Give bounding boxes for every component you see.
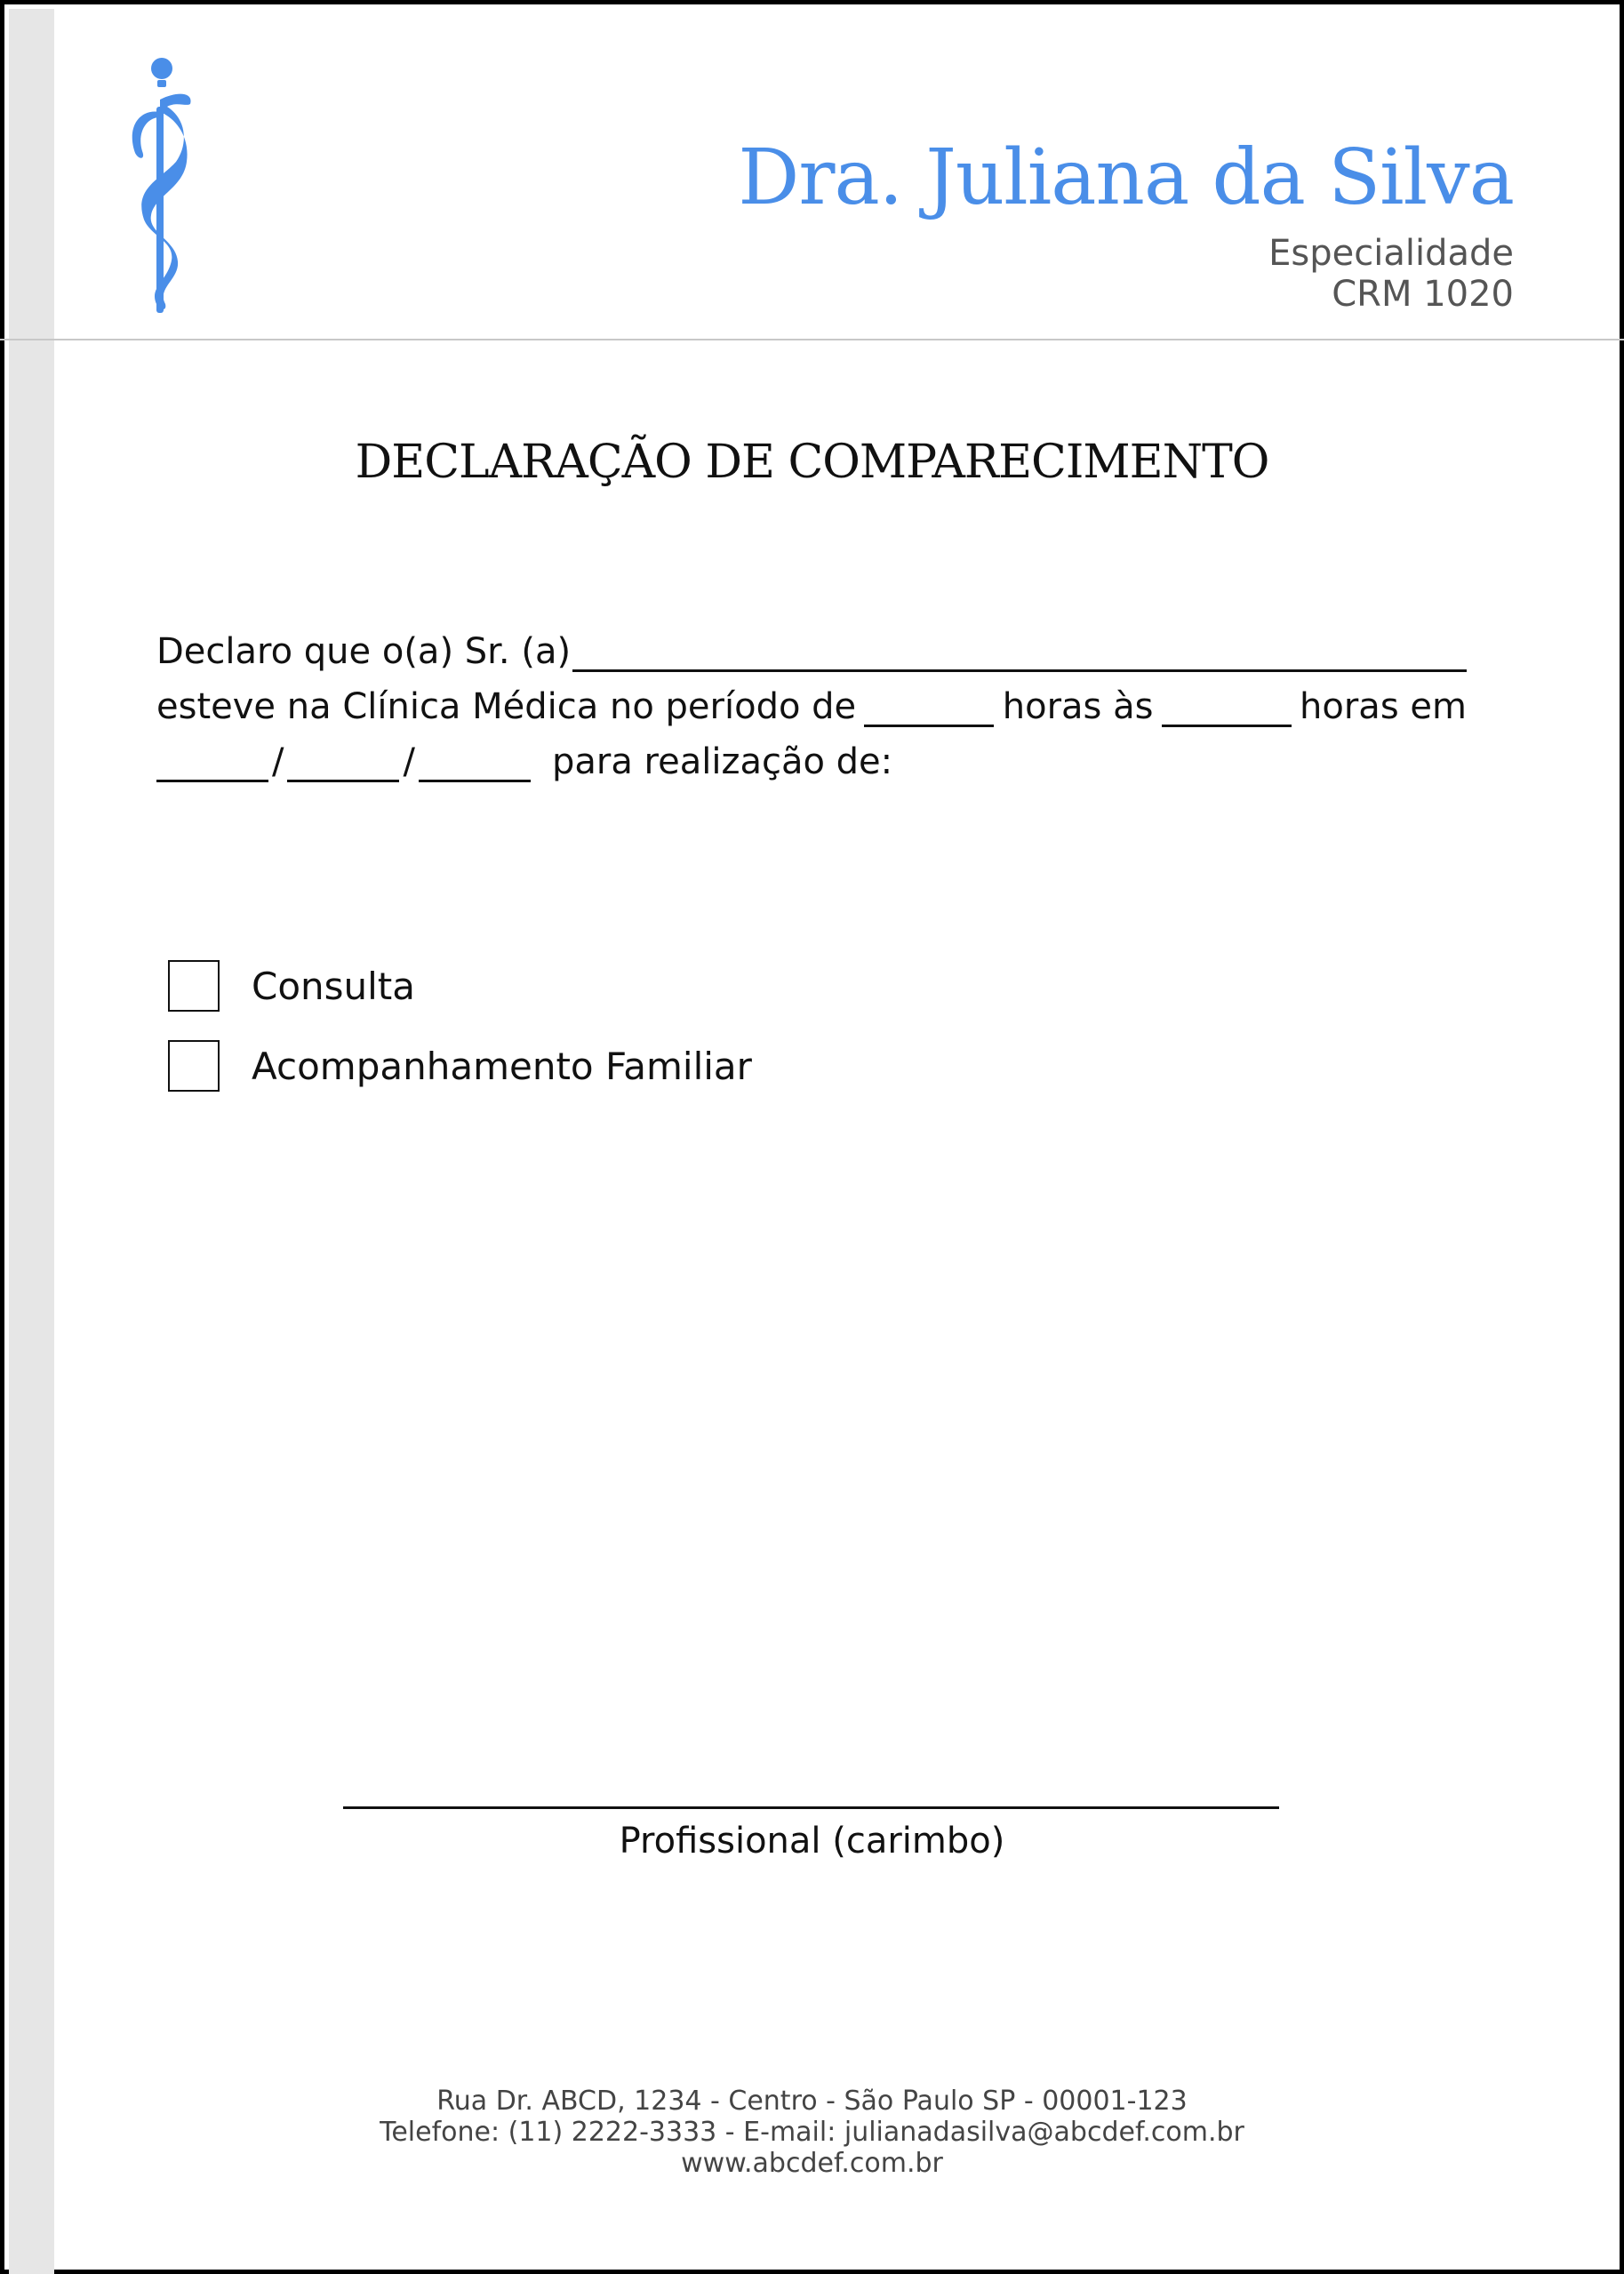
start-hour-blank[interactable] [864,689,994,727]
option-acompanhamento-familiar[interactable] [168,1040,752,1092]
signature-line [343,1806,1279,1809]
doctor-specialty: Especialidade [1268,233,1514,274]
consulta-label: Consulta [252,964,416,1008]
doctor-crm: CRM 1020 [1332,274,1514,315]
declaration-line-3 [156,741,1467,782]
signature-caption: Profissional (carimbo) [619,1821,1005,1862]
period-text-start: esteve na Clínica Médica no período de [156,686,857,727]
date-day-blank[interactable] [156,744,268,782]
date-month-blank[interactable] [287,744,399,782]
period-text-mid: horas às [1002,686,1154,727]
date-year-blank[interactable] [419,744,531,782]
footer-website: www.abcdef.com.br [681,2148,943,2179]
declaration-text-start: Declaro que o(a) Sr. (a) [156,631,572,672]
date-separator: / [403,741,415,782]
declaration-line-1 [156,631,1467,672]
date-separator: / [272,741,284,782]
period-text-end: horas em [1300,686,1467,727]
document-title: DECLARAÇÃO DE COMPARECIMENTO [355,436,1269,489]
option-consulta[interactable] [168,960,415,1012]
consulta-checkbox[interactable] [168,960,220,1012]
acompanhamento-familiar-label: Acompanhamento Familiar [252,1044,752,1088]
doctor-name: Dra. Juliana da Silva [738,133,1514,222]
rod-of-asclepius-icon [124,55,196,315]
end-hour-blank[interactable] [1162,689,1292,727]
declaration-line-2 [156,686,1467,727]
acompanhamento-familiar-checkbox[interactable] [168,1040,220,1092]
footer-contact: Telefone: (11) 2222-3333 - E-mail: julianadasilva@abcdef.com.br [380,2117,1244,2148]
purpose-text: para realização de: [551,741,893,782]
binding-strip [9,9,54,2274]
header-divider [0,339,1624,340]
footer-address: Rua Dr. ABCD, 1234 - Centro - São Paulo SP - 00001-123 [436,2086,1188,2117]
patient-name-blank[interactable] [572,634,1467,672]
